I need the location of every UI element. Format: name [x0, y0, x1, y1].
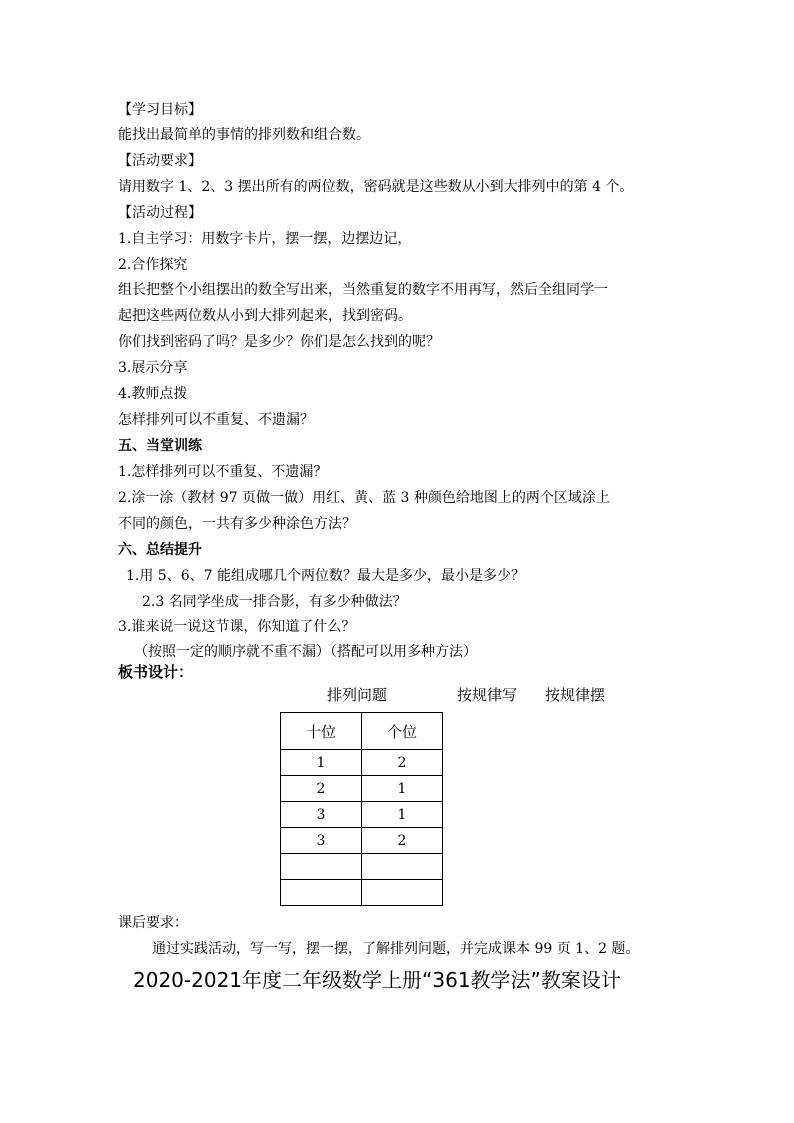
- goal-heading: 【学习目标】: [118, 102, 202, 118]
- section-6-item-1: 1.用 5、6、7 能组成哪几个两位数？最大是多少，最小是多少？: [126, 568, 525, 584]
- table-row: [281, 880, 443, 906]
- table-header-ones: 个位: [362, 713, 443, 750]
- table-cell: 3: [281, 802, 362, 828]
- table-cell: 2: [281, 776, 362, 802]
- table-cell: [281, 880, 362, 906]
- section-6-heading: 六、总结提升: [118, 542, 202, 558]
- process-step-2: 2.合作探究: [118, 257, 188, 273]
- process-step-4-question: 怎样排列可以不重复、不遗漏？: [118, 412, 314, 428]
- goal-text: 能找出最简单的事情的排列数和组合数。: [118, 127, 370, 143]
- table-cell: 1: [362, 802, 443, 828]
- table-row: [281, 828, 443, 854]
- section-5-heading: 五、当堂训练: [118, 438, 202, 454]
- table-cell: 1: [281, 750, 362, 776]
- table-header-tens: 十位: [281, 713, 362, 750]
- table-row: [281, 854, 443, 880]
- board-method-2: 按规律摆: [545, 686, 606, 704]
- board-method-1: 按规律写: [457, 686, 518, 704]
- process-step-2-text-b: 起把这些两位数从小到大排列起来，找到密码。: [118, 308, 412, 324]
- after-class-text: 通过实践活动，写一写，摆一摆，了解排列问题，并完成课本 99 页 1、2 题。: [152, 941, 640, 957]
- process-step-1: 1.自主学习：用数字卡片，摆一摆，边摆边记，: [118, 231, 412, 247]
- section-6-item-2: 2.3 名同学坐成一排合影，有多少种做法？: [142, 594, 407, 610]
- table-cell: [281, 854, 362, 880]
- footer-title: 2020-2021年度二年级数学上册“361教学法”教案设计: [133, 968, 621, 992]
- section-5-item-2b: 不同的颜色，一共有多少种涂色方法？: [118, 516, 356, 532]
- process-step-3: 3.展示分享: [118, 360, 188, 376]
- process-heading: 【活动过程】: [118, 205, 202, 221]
- section-6-item-3: 3.谁来说一说这节课，你知道了什么？: [118, 619, 356, 635]
- requirement-heading: 【活动要求】: [118, 153, 202, 169]
- section-5-item-1: 1.怎样排列可以不重复、不遗漏？: [118, 464, 328, 480]
- table-cell: [362, 880, 443, 906]
- board-topic: 排列问题: [327, 686, 388, 704]
- process-step-2-text-a: 组长把整个小组摆出的数全写出来，当然重复的数字不用再写，然后全组同学一: [118, 282, 608, 298]
- table-cell: 2: [362, 750, 443, 776]
- table-row: [281, 802, 443, 828]
- process-step-2-question: 你们找到密码了吗？是多少？你们是怎么找到的呢？: [118, 334, 440, 350]
- table-row: [281, 750, 443, 776]
- process-step-4: 4.教师点拨: [118, 386, 188, 402]
- after-class-heading: 课后要求：: [118, 915, 188, 931]
- table-cell: 2: [362, 828, 443, 854]
- table-cell: 3: [281, 828, 362, 854]
- table-row: [281, 776, 443, 802]
- table-header-row: [281, 713, 443, 750]
- table-cell: 1: [362, 776, 443, 802]
- table-cell: [362, 854, 443, 880]
- requirement-text: 请用数字 1、2、3 摆出所有的两位数，密码就是这些数从小到大排列中的第 4 个。: [118, 179, 634, 195]
- board-design-heading: 板书设计：: [118, 663, 194, 681]
- section-6-note: （按照一定的顺序就不重不漏）（搭配可以用多种方法）: [134, 644, 477, 660]
- section-5-item-2a: 2.涂一涂（教材 97 页做一做）用红、黄、蓝 3 种颜色给地图上的两个区域涂上: [118, 490, 610, 506]
- place-value-table: [280, 712, 443, 906]
